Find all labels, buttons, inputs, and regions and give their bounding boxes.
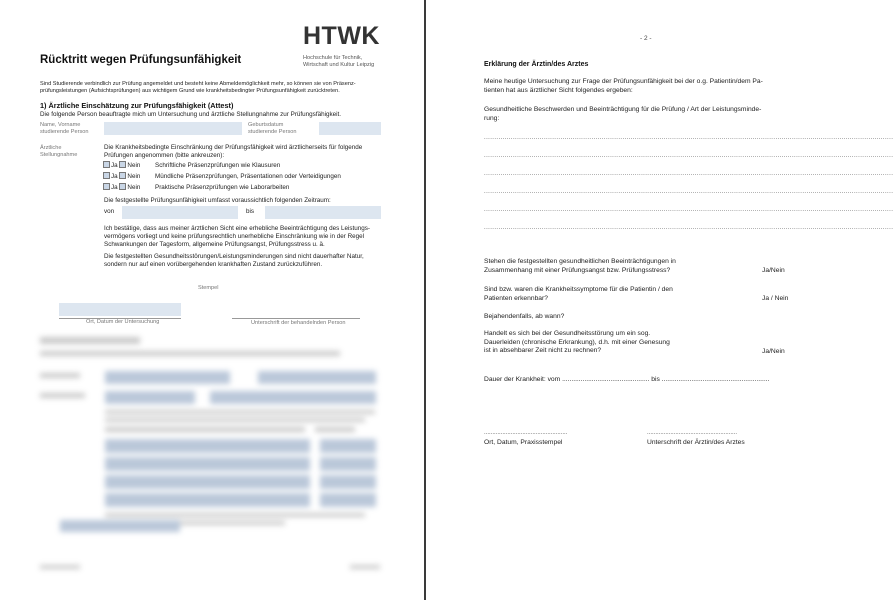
place-date-stamp-field[interactable]: .................................................. <box>484 430 568 436</box>
ja-checkbox[interactable] <box>103 161 110 168</box>
answer-chronic[interactable]: Ja/Nein <box>762 348 785 355</box>
name-field[interactable] <box>104 122 242 135</box>
doctor-signature-label: Unterschrift der Ärztin/des Arztes <box>647 439 745 446</box>
intro-text: Sind Studierende verbindlich zur Prüfung angemeldet und besteht keine Abmeldemöglichkeit mehr, so können sie von Präsenz- prüfungsleistungen (Aufsichtsprüfungen) aus wichtigem Grund wie krankheitsbedingter Prüfungsunfähigkeit zurücktreten. <box>40 81 356 95</box>
place-date-field[interactable] <box>59 303 181 316</box>
opinion-label: Ärztliche Stellungnahme <box>40 145 78 159</box>
complaints-line-2[interactable]: ...................................................................................................................................................................................................... <box>484 153 893 159</box>
birthdate-label: Geburtsdatum studierende Person <box>248 122 297 136</box>
option-practical-label: Praktische Präsenzprüfungen wie Laborarbeiten <box>155 184 290 191</box>
complaints-line-1[interactable]: ...................................................................................................................................................................................................... <box>484 135 893 141</box>
question-chronic: Handelt es sich bei der Gesundheitsstörung um ein sog. Dauerleiden (chronische Erkrankung), d.h. mit einer Genesung ist in absehbarer Zeit nicht zu rechnen? <box>484 330 670 355</box>
document-title: Rücktritt wegen Prüfungsunfähigkeit <box>40 54 242 66</box>
complaints-paragraph: Gesundheitliche Beschwerden und Beeinträchtigung für die Prüfung / Art der Leistungsminde- rung: <box>484 106 762 122</box>
period-text: Die festgestellte Prüfungsunfähigkeit umfasst voraussichtlich folgenden Zeitraum: <box>104 197 331 204</box>
complaints-line-6[interactable]: ...................................................................................................................................................................................................... <box>484 225 893 231</box>
nein-checkbox[interactable] <box>119 183 126 190</box>
complaints-line-3[interactable]: ...................................................................................................................................................................................................... <box>484 171 893 177</box>
birthdate-field[interactable] <box>319 122 381 135</box>
logo-subtitle: Hochschule für Technik, Wirtschaft und Kultur Leipzig <box>303 55 375 68</box>
to-label: bis <box>246 208 255 215</box>
stamp-label: Stempel <box>198 285 219 291</box>
question-symptoms: Sind bzw. waren die Krankheitssymptome für die Patientin / den Patienten erkennbar? <box>484 286 673 302</box>
option-practical: Ja Nein <box>103 183 140 192</box>
name-label: Name, Vorname studierende Person <box>40 122 89 136</box>
nein-checkbox[interactable] <box>119 172 126 179</box>
from-date-field[interactable] <box>122 206 238 219</box>
section1-heading: 1) Ärztliche Einschätzung zur Prüfungsfähigkeit (Attest) <box>40 101 234 110</box>
place-date-stamp-label: Ort, Datum, Praxisstempel <box>484 439 563 446</box>
complaints-line-5[interactable]: ...................................................................................................................................................................................................... <box>484 207 893 213</box>
confirmation-text: Ich bestätige, dass aus meiner ärztlichen Sicht eine erhebliche Beeinträchtigung des Leistungs- vermögens vorliegt und keine prüfungsrechtlich unerhebliche Einschränkung wie in der Regel Schwankungen der Tagesform, allgemeine Prüfungsangst, Prüfungsstress u. ä. <box>104 225 371 248</box>
answer-symptoms[interactable]: Ja / Nein <box>762 295 789 302</box>
option-oral: Ja Nein <box>103 172 140 181</box>
option-oral-label: Mündliche Präsenzprüfungen, Präsentationen oder Verteidigungen <box>155 173 341 180</box>
exam-paragraph: Meine heutige Untersuchung zur Frage der Prüfungsunfähigkeit bei der o.g. Patientin/dem Pa- tienten hat aus ärztlicher Sicht folgendes ergeben: <box>484 78 763 94</box>
from-label: von <box>104 208 115 215</box>
declaration-heading: Erklärung der Ärztin/des Arztes <box>484 61 589 68</box>
question-stress: Stehen die festgestellten gesundheitlichen Beeinträchtigungen in Zusammenhang mit einer Prüfungsangst bzw. Prüfungsstress? <box>484 258 676 274</box>
ja-checkbox[interactable] <box>103 172 110 179</box>
duration-to-field[interactable]: .......................................................... <box>661 376 770 383</box>
place-date-label: Ort, Datum der Untersuchung <box>86 319 160 325</box>
signature-label: Unterschrift der behandelnden Person <box>251 320 346 326</box>
section1-subtitle: Die folgende Person beauftragte mich um Untersuchung und ärztliche Stellungnahme zur Prüfungsfähigkeit. <box>40 111 342 118</box>
option-written: Ja Nein <box>103 161 140 170</box>
health-text: Die festgestellten Gesundheitsstörungen/Leistungsminderungen sind nicht dauerhafter Natur, sondern nur auf einen vorübergehenden krankhaften Zustand zurückzuführen. <box>104 253 364 268</box>
option-written-label: Schriftliche Präsenzprüfungen wie Klausuren <box>155 162 281 169</box>
nein-checkbox[interactable] <box>119 161 126 168</box>
page-number: - 2 - <box>640 35 652 42</box>
page-2 <box>426 0 893 600</box>
question-since-when: Bejahendenfalls, ab wann? <box>484 313 565 320</box>
page-1 <box>0 0 424 600</box>
duration-row: Dauer der Krankheit: vom ............................................... bis .......................................................... <box>484 376 770 383</box>
answer-stress[interactable]: Ja/Nein <box>762 267 785 274</box>
duration-from-field[interactable]: ............................................... <box>562 376 650 383</box>
ja-checkbox[interactable] <box>103 183 110 190</box>
htwk-logo: HTWK <box>303 22 380 50</box>
signature-line <box>232 318 360 319</box>
complaints-line-4[interactable]: ...................................................................................................................................................................................................... <box>484 189 893 195</box>
opinion-text: Die Krankheitsbedingte Einschränkung der Prüfungsfähigkeit wird ärztlicherseits für folgende Prüfungen angenommen (bitte ankreuzen): <box>104 144 363 159</box>
redacted-section <box>30 333 390 593</box>
doctor-signature-field[interactable]: ...................................................... <box>647 430 738 436</box>
to-date-field[interactable] <box>265 206 381 219</box>
